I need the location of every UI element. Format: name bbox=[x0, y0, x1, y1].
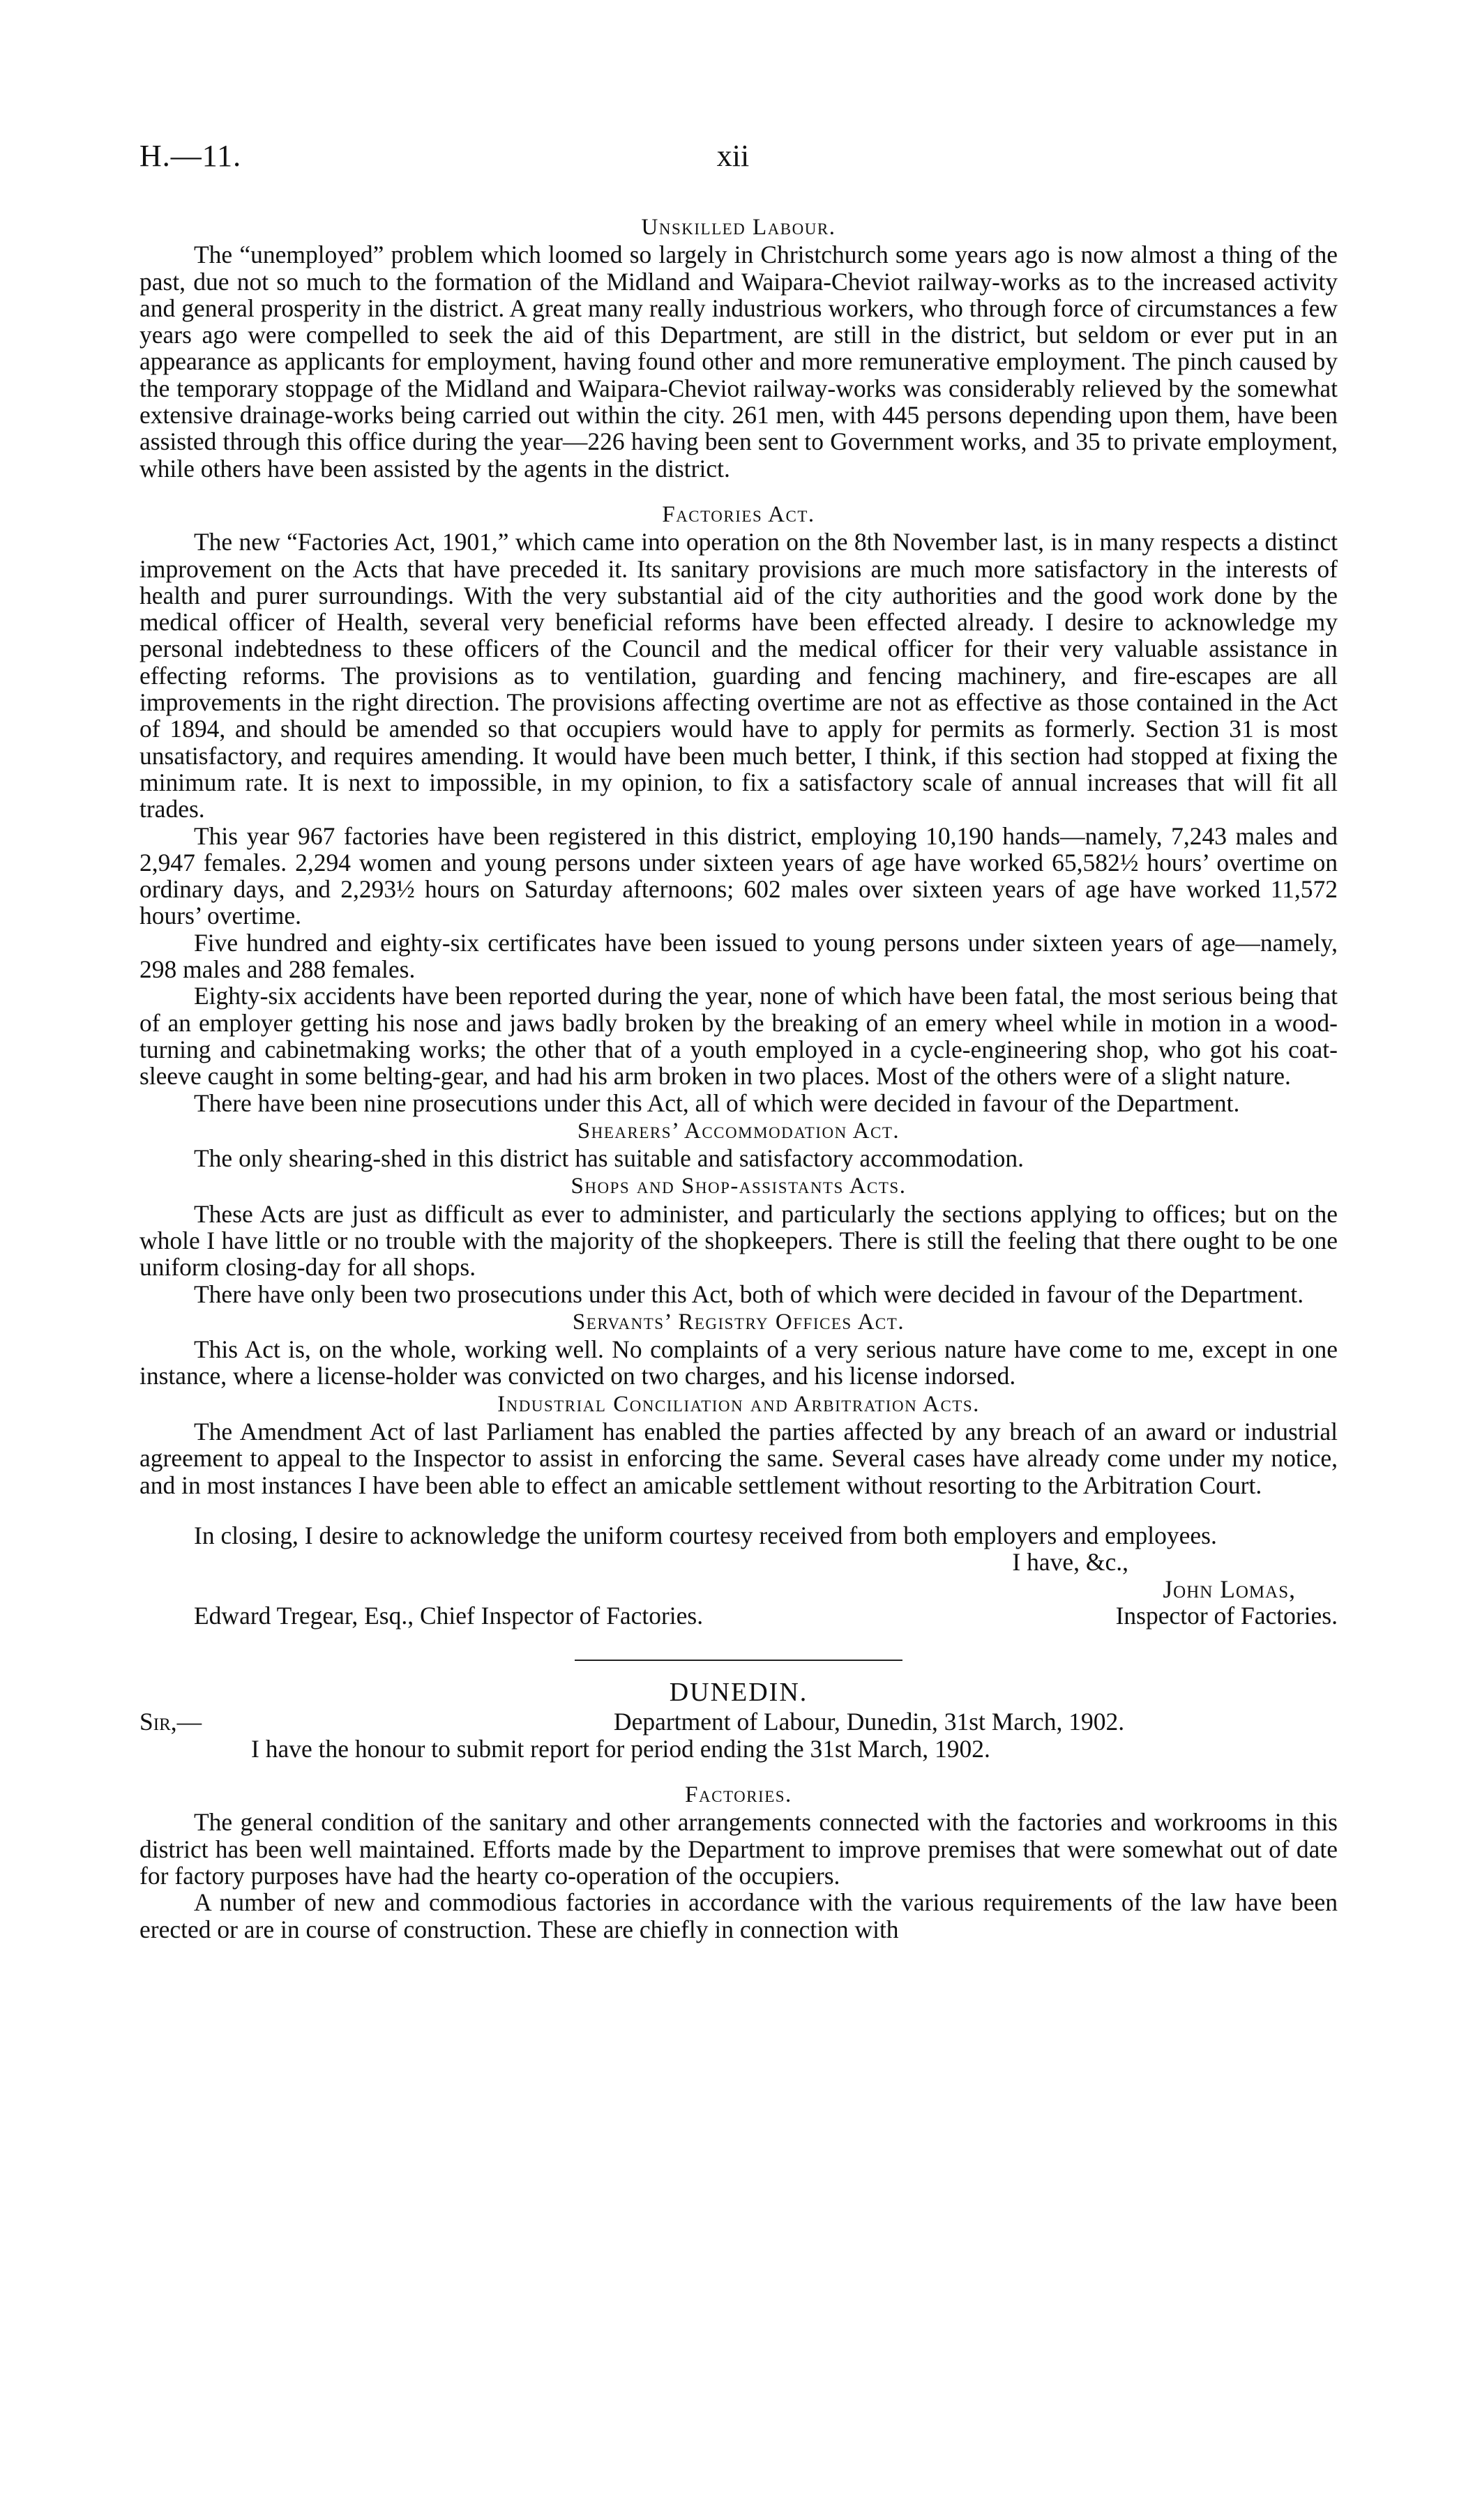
section-heading-factories-act: Factories Act. bbox=[662, 501, 815, 527]
addressee: Edward Tregear, Esq., Chief Inspector of Factories. bbox=[194, 1601, 704, 1630]
paragraph: These Acts are just as difficult as ever to administer, and particularly the sections applying to offices; but on the whole I have little or no trouble with the majority of the shopkeepers. There is still the feeling that there ought to be one uniform closing-day for all shops. bbox=[139, 1199, 1338, 1282]
section-heading-shearers-accommodation-act: Shearers’ Accommodation Act. bbox=[577, 1118, 900, 1144]
addressee-line bbox=[139, 1602, 1338, 1629]
city-heading: DUNEDIN. bbox=[669, 1678, 808, 1708]
page-number: xii bbox=[716, 139, 750, 173]
paragraph: The “unemployed” problem which loomed so largely in Christchurch some years ago is now almost a thing of the past, due not so much to the formation of the Midland and Waipara-Cheviot railway-works as to the increased activity and general prosperity in the district. A great many really industrious workers, who through force of circumstances a few years ago were compelled to seek the aid of this Department, are still in the district, but seldom or ever put in an appearance as applicants for employment, having found other and more remunerative employment. The pinch caused by the temporary stoppage of the Midland and Waipara-Cheviot railway-works was considerably relieved by the somewhat extensive drainage-works being carried out within the city. 261 men, with 445 persons depending upon them, have been assisted through this office during the year—226 having been sent to Government works, and 35 to private employment, while others have been assisted by the agents in the district. bbox=[139, 241, 1338, 483]
paragraph: The Amendment Act of last Parliament has enabled the parties affected by any breach of an award or industrial agreement to appeal to the Inspector to assist in enforcing the same. Several cases have already come under my notice, and in most instances I have been able to effect an amicable settlement without resorting to the Arbitration Court. bbox=[139, 1418, 1338, 1499]
closing-paragraph: In closing, I desire to acknowledge the uniform courtesy received from both employers and employees. bbox=[194, 1521, 1217, 1549]
paragraph: The new “Factories Act, 1901,” which came into operation on the 8th November last, is in many respects a distinct improvement on the Acts that have preceded it. Its sanitary provisions are much more satisfactory in the interests of health and purer surroundings. With the very substantial aid of the city authorities and the good work done by the medical officer of Health, several very beneficial reforms have been effected already. I desire to acknowledge my personal indebtedness to these officers of the Council and the medical officer for their very valuable assistance in effecting reforms. The provisions as to ventilation, guarding and fencing machinery, and fire-escapes are all improvements in the right direction. The provisions affecting overtime are not as effective as those contained in the Act of 1894, and should be amended so that occupiers would have to apply for permits as formerly. Section 31 is most unsatisfactory, and requires amending. It would have been much better, I think, if this section had stopped at fixing the minimum rate. It is next to impossible, in my opinion, to fix a satisfactory scale of annual increases that will fit all trades. bbox=[139, 528, 1338, 823]
section-heading-industrial-conciliation-acts: Industrial Conciliation and Arbitration Acts. bbox=[497, 1391, 980, 1417]
section-heading-unskilled-labour: Unskilled Labour. bbox=[641, 215, 836, 240]
section-divider bbox=[575, 1660, 902, 1661]
regards: I have, &c., bbox=[1012, 1548, 1128, 1577]
regards-line bbox=[139, 1549, 1338, 1575]
report-body bbox=[139, 213, 1338, 1943]
paragraph: Eighty-six accidents have been reported during the year, none of which have been fatal, the most serious being that of an employer getting his nose and jaws badly broken by the breaking of an emery wheel while in motion in a wood-turning and cabinetmaking works; the other that of a youth employed in a cycle-engineering shop, who got his coat-sleeve caught in some belting-gear, and had his arm broken in two places. Most of the others were of a slight nature. bbox=[139, 982, 1338, 1091]
section-heading-servants-registry-act: Servants’ Registry Offices Act. bbox=[572, 1309, 905, 1335]
section-heading-factories: Factories. bbox=[685, 1782, 792, 1808]
signatory-title: Inspector of Factories. bbox=[1115, 1601, 1338, 1630]
section-heading-shops-acts: Shops and Shop-assistants Acts. bbox=[570, 1174, 907, 1199]
paragraph: There have only been two prosecutions under this Act, both of which were decided in favour of the Department. bbox=[194, 1280, 1304, 1308]
dateline: Department of Labour, Dunedin, 31st March, 1902. bbox=[614, 1708, 1125, 1736]
salutation-line bbox=[139, 1708, 1338, 1735]
signatory-name: John Lomas, bbox=[1163, 1574, 1296, 1603]
paragraph: This Act is, on the whole, working well. No complaints of a very serious nature have come to me, except in one instance, where a license-holder was convicted on two charges, and his license indorsed. bbox=[139, 1335, 1338, 1390]
intro-paragraph: I have the honour to submit report for period ending the 31st March, 1902. bbox=[251, 1734, 990, 1763]
paragraph: A number of new and commodious factories in accordance with the various requirements of the law have been erected or are in course of construction. These are chiefly in connection with bbox=[139, 1888, 1338, 1943]
salutation: Sir,— bbox=[139, 1708, 202, 1736]
paragraph: Five hundred and eighty-six certificates have been issued to young persons under sixteen years of age—namely, 298 males and 288 females. bbox=[139, 928, 1338, 984]
document-reference: H.—11. bbox=[139, 139, 242, 173]
paragraph: This year 967 factories have been registered in this district, employing 10,190 hands—namely, 7,243 males and 2,947 females. 2,294 women and young persons under sixteen years of age have worked 65,582½ hours’ overtime on ordinary days, and 2,293½ hours on Saturday afternoons; 602 males over sixteen years of age have worked 11,572 hours’ overtime. bbox=[139, 821, 1338, 930]
paragraph: The general condition of the sanitary and other arrangements connected with the factories and workrooms in this district has been well maintained. Efforts made by the Department to improve premises that were somewhat out of date for factory purposes have had the hearty co-operation of the occupiers. bbox=[139, 1808, 1338, 1890]
paragraph: The only shearing-shed in this district has suitable and satisfactory accommodation. bbox=[194, 1144, 1024, 1173]
paragraph: There have been nine prosecutions under this Act, all of which were decided in favour of the Department. bbox=[194, 1088, 1240, 1117]
signatory-line bbox=[139, 1576, 1338, 1602]
